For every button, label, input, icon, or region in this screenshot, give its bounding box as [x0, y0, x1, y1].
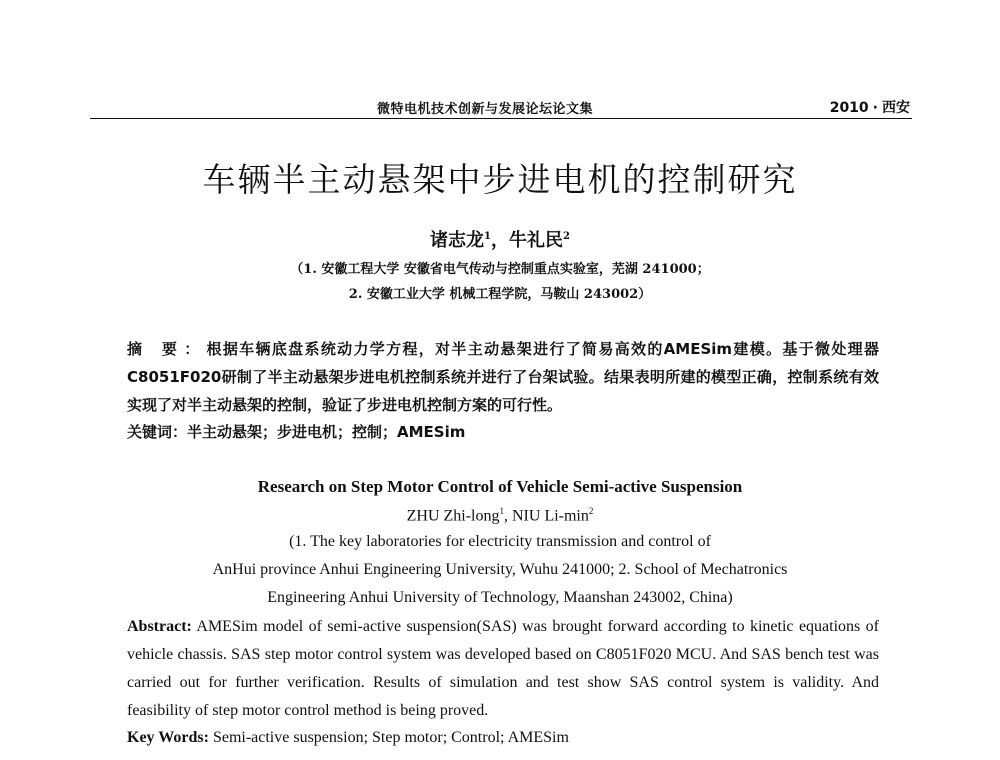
- english-affiliation-line: AnHui province Anhui Engineering University, Wuhu 241000; 2. School of Mechatronics: [212, 561, 788, 578]
- abstract-zh-label: 摘 要：: [127, 340, 207, 358]
- author-mark: 2: [563, 231, 570, 242]
- keywords-zh-text: 半主动悬架；步进电机；控制；AMESim: [187, 423, 466, 441]
- author-name: 牛礼民: [509, 230, 563, 251]
- author-mark: 2: [588, 506, 594, 516]
- abstract-en-label: Abstract:: [127, 618, 192, 635]
- english-title: Research on Step Motor Control of Vehicle Semi-active Suspension: [257, 477, 743, 496]
- author-separator: ,: [504, 507, 512, 525]
- affiliation-line: （1. 安徽工程大学 安徽省电气传动与控制重点实验室，芜湖 241000；: [290, 262, 710, 277]
- abstract-en: [127, 613, 879, 725]
- authors: [0, 226, 1000, 252]
- keywords-en-label: Key Words:: [127, 729, 209, 746]
- author-name: 诸志龙: [430, 230, 485, 251]
- year: 2010: [829, 100, 869, 116]
- header-separator: ·: [872, 100, 878, 116]
- abstract-zh: [127, 335, 879, 419]
- english-affiliation-line: Engineering Anhui University of Technology, Maanshan 243002, China): [267, 589, 733, 606]
- abstract-zh-text: 根据车辆底盘系统动力学方程，对半主动悬架进行了简易高效的AMESim建模。基于微处理器C8051F020研制了半主动悬架步进电机控制系统并进行了台架试验。结果表明所建的模型正确，控制系统有效实现了对半主动悬架的控制，验证了步进电机控制方案的可行性。: [127, 340, 879, 414]
- year-location: [830, 97, 910, 117]
- keywords-en-text: Semi-active suspension; Step motor; Control; AMESim: [208, 729, 569, 746]
- running-header: [90, 96, 912, 119]
- english-affiliation-line: (1. The key laboratories for electricity transmission and control of: [289, 533, 711, 550]
- author-mark: 1: [499, 506, 504, 516]
- journal-name: 微特电机技术创新与发展论坛论文集: [377, 102, 594, 117]
- keywords-zh-label: 关键词：: [127, 423, 188, 441]
- keywords-zh: [127, 421, 465, 442]
- keywords-en: [127, 729, 569, 747]
- author-separator: ，: [491, 230, 509, 251]
- author-name: NIU Li-min: [512, 507, 589, 525]
- city: 西安: [882, 100, 910, 116]
- abstract-en-text: AMESim model of semi-active suspension(SAS) was brought forward according to kinetic equations of vehicle chassis. SAS step motor control system was developed based on C8051F020 MCU. And SAS bench test was carried out for further verification. Results of simulation and test show SAS control system is validity. And feasibility of step motor control method is being proved.: [127, 618, 879, 719]
- english-authors: [0, 506, 1000, 525]
- author-mark: 1: [484, 231, 491, 242]
- paper-title: 车辆半主动悬架中步进电机的控制研究: [202, 160, 798, 199]
- author-name: ZHU Zhi-long: [406, 507, 500, 525]
- affiliation-line: 2. 安徽工业大学 机械工程学院，马鞍山 243002）: [348, 287, 652, 302]
